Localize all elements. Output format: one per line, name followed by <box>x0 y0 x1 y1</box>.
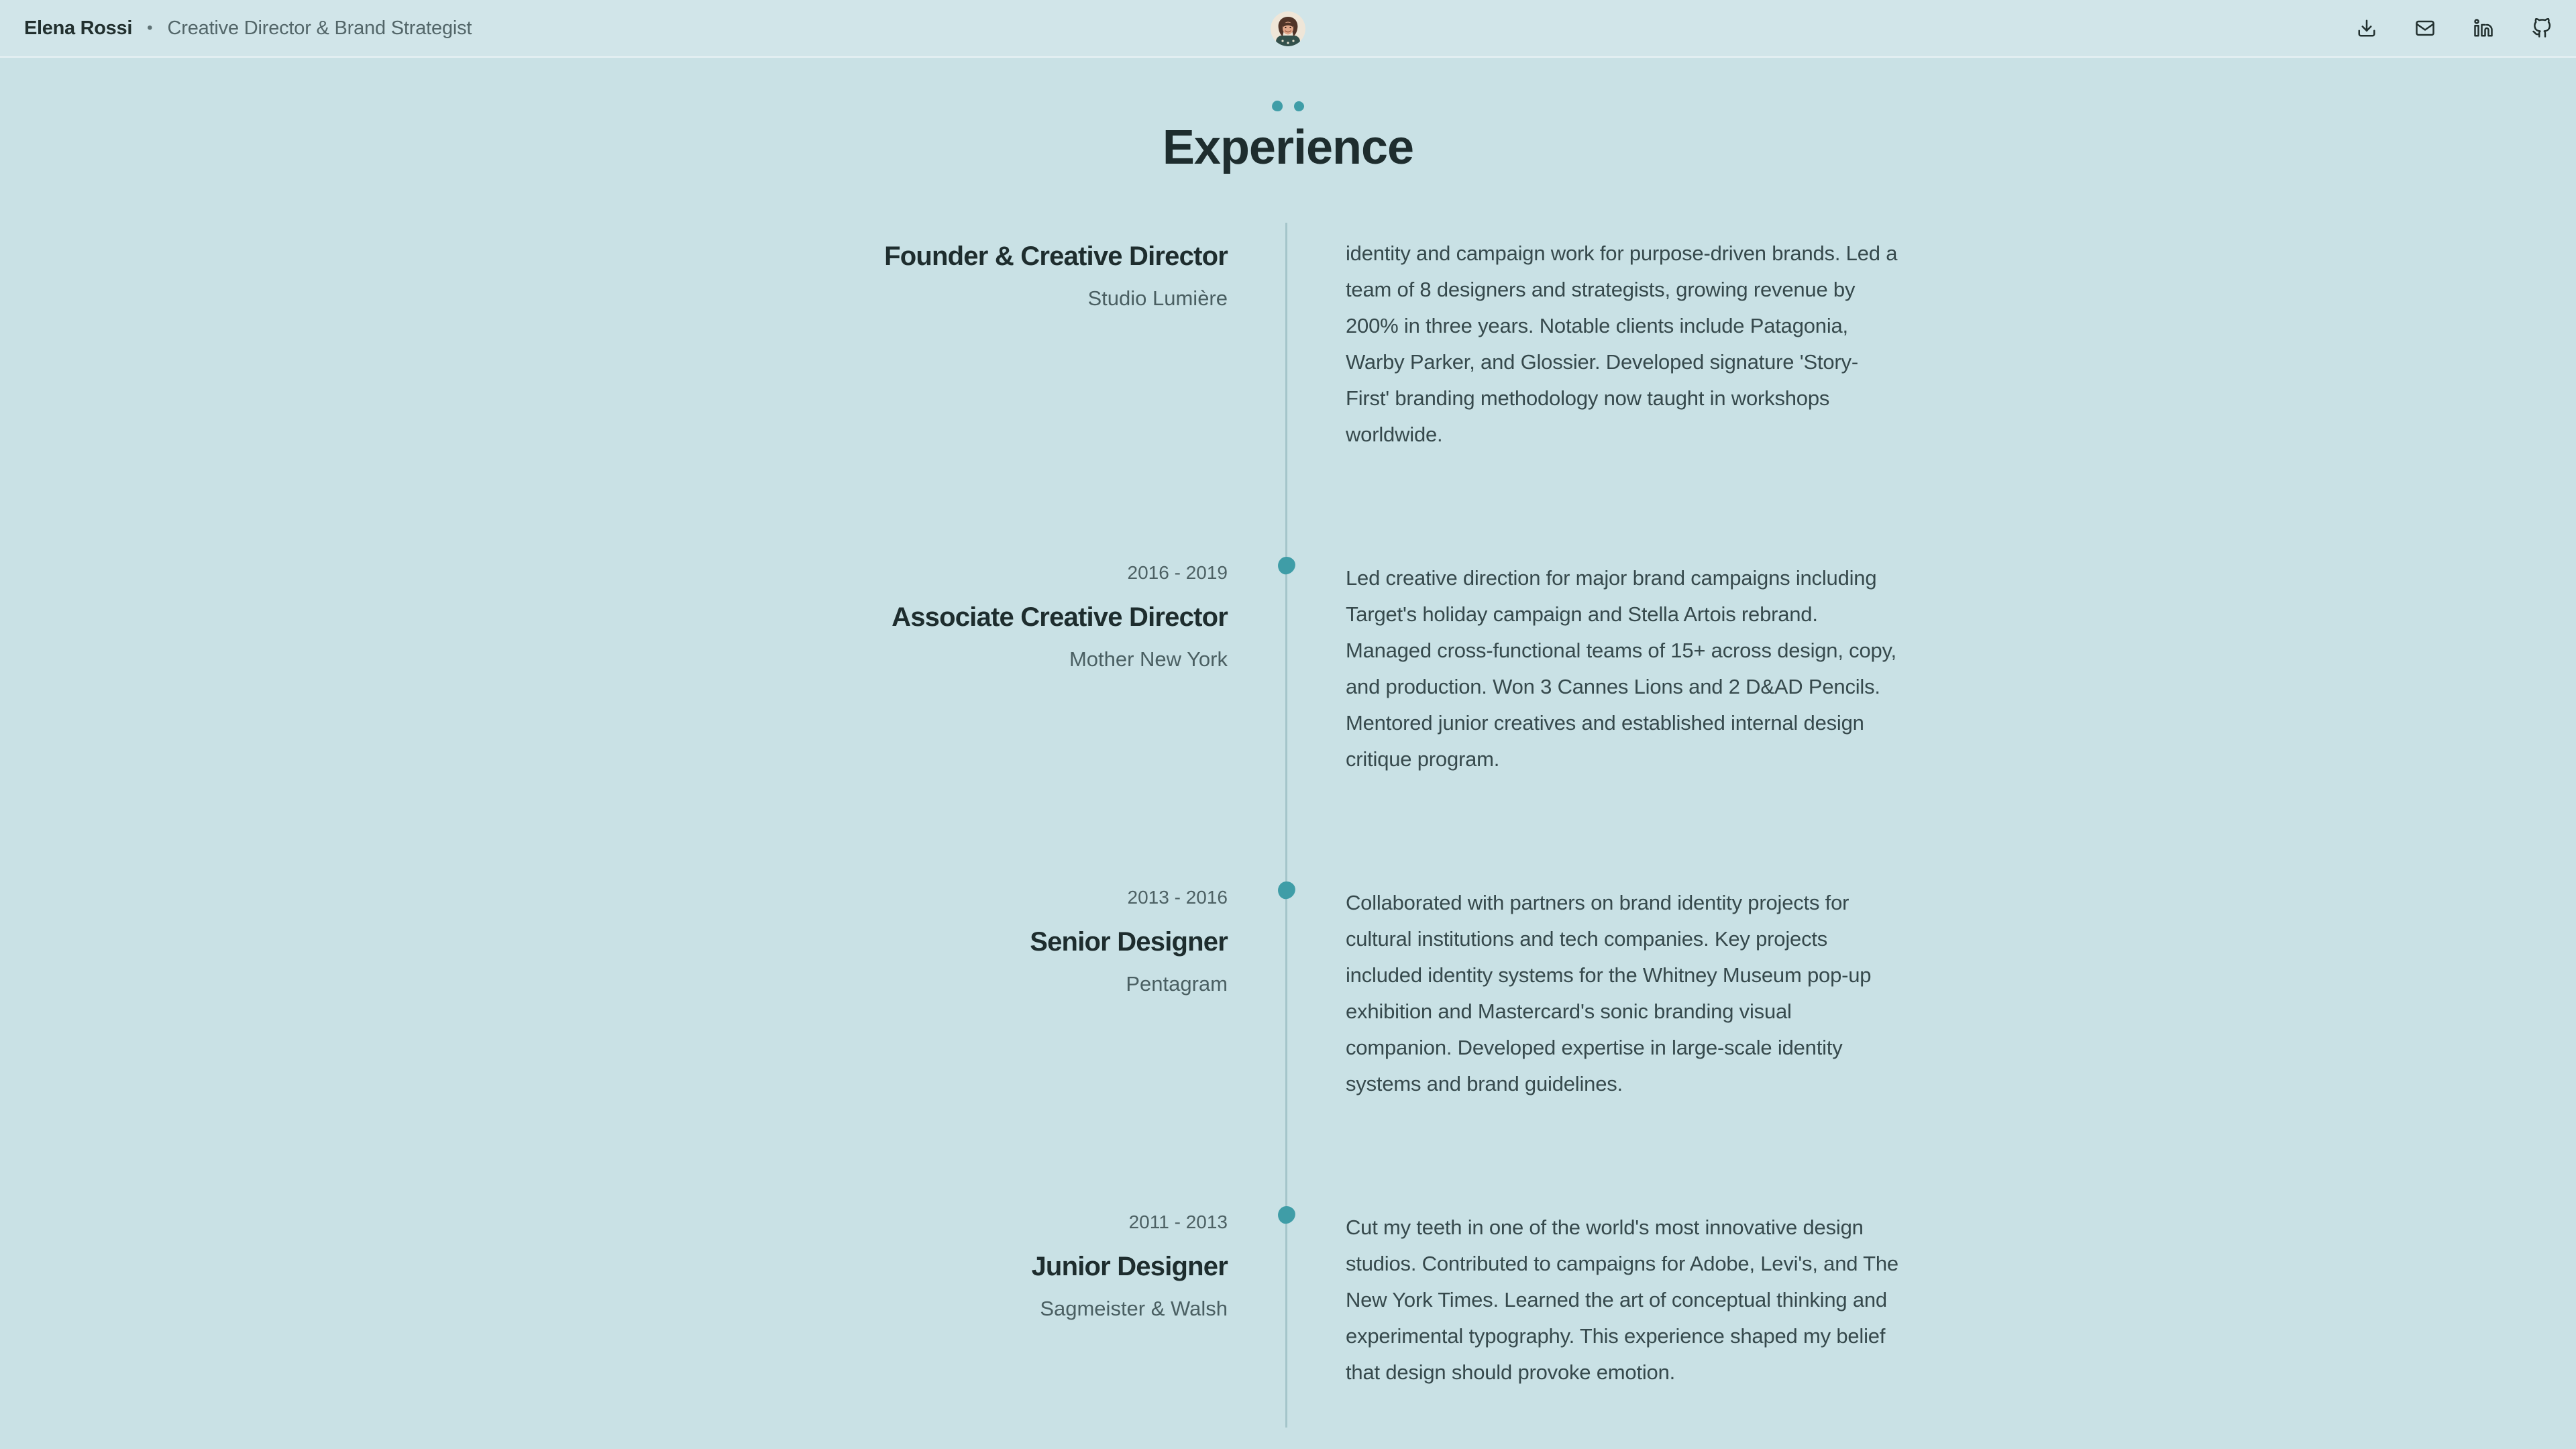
avatar <box>1271 11 1305 46</box>
download-button[interactable] <box>2357 18 2377 38</box>
entry-company: Mother New York <box>1069 647 1228 671</box>
entry-title: Senior Designer <box>1030 927 1228 957</box>
experience-entry <box>0 1210 2576 1427</box>
entry-title: Founder & Creative Director <box>884 241 1228 271</box>
top-header <box>0 0 2576 58</box>
experience-entry <box>0 560 2576 777</box>
entry-dates <box>0 223 1228 225</box>
timeline-dot <box>1277 1205 1297 1225</box>
separator-dot: • <box>147 19 153 37</box>
header-identity <box>24 17 472 40</box>
entry-meta <box>0 1210 1228 1427</box>
experience-entry <box>0 223 2576 453</box>
entry-dates: 2016 - 2019 <box>1127 562 1228 583</box>
timeline-dot <box>1277 555 1297 576</box>
entry-title: Junior Designer <box>1031 1252 1228 1281</box>
entry-company: Pentagram <box>1126 972 1228 996</box>
entry-dates: 2013 - 2016 <box>1127 887 1228 908</box>
entry-meta <box>0 560 1228 777</box>
linkedin-button[interactable] <box>2473 18 2493 38</box>
pagination-dot <box>1271 100 1283 112</box>
mail-button[interactable] <box>2415 18 2435 38</box>
timeline-entries <box>0 223 2576 1427</box>
experience-timeline <box>0 223 2576 1449</box>
github-icon <box>2532 18 2552 38</box>
mail-icon <box>2415 18 2435 38</box>
entry-title: Associate Creative Director <box>892 602 1228 632</box>
entry-description: Led creative direction for major brand campaigns including Target's holiday campaign and Stella Artois rebrand. Managed cross-functional teams of 15+ across design, copy, and production. Won 3 Cannes Lions and 2 D&AD Pencils. Mentored junior creatives and established internal design critique program. <box>1346 566 1896 771</box>
pagination-dots <box>0 101 2576 111</box>
github-button[interactable] <box>2532 18 2552 38</box>
pagination-dot <box>1293 100 1305 111</box>
entry-description: Cut my teeth in one of the world's most innovative design studios. Contributed to campaigns for Adobe, Levi's, and The New York Times. Learned the art of conceptual thinking and experimental typography. This experience shaped my belief that design should provoke emotion. <box>1346 1216 1898 1384</box>
download-icon <box>2357 18 2377 38</box>
entry-company: Studio Lumière <box>1087 286 1228 310</box>
entry-description: identity and campaign work for purpose-driven brands. Led a team of 8 designers and strategists, growing revenue by 200% in three years. Notable clients include Patagonia, Warby Parker, and Glossier. Developed signature 'Story-First' branding methodology now taught in workshops worldwide. <box>1346 241 1898 446</box>
section-title: Experience <box>1162 121 1414 174</box>
entry-dates: 2011 - 2013 <box>1128 1212 1228 1232</box>
experience-entry <box>0 885 2576 1102</box>
entry-meta <box>0 223 1228 453</box>
header-actions <box>2357 18 2552 38</box>
timeline-dot <box>1277 880 1297 900</box>
entry-meta <box>0 885 1228 1102</box>
entry-description: Collaborated with partners on brand identity projects for cultural institutions and tech companies. Key projects included identity systems for the Whitney Museum pop-up exhibition and Mastercard's sonic branding visual companion. Developed expertise in large-scale identity systems and brand guidelines. <box>1346 891 1872 1095</box>
avatar-illustration <box>1271 11 1305 46</box>
header-role: Creative Director & Brand Strategist <box>167 17 472 39</box>
linkedin-icon <box>2473 18 2493 38</box>
header-name: Elena Rossi <box>24 17 133 39</box>
entry-company: Sagmeister & Walsh <box>1040 1297 1228 1320</box>
